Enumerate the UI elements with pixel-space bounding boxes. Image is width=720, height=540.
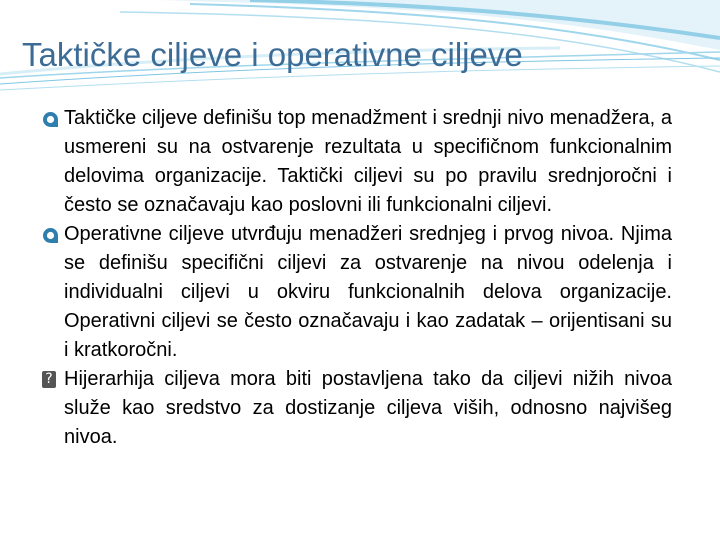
bullet-text: Taktičke ciljeve definišu top menadžment i srednji nivo menadžera, a usmereni su na ostvarenje rezultata u specifičnom funkcionalnim delovima organizacije. Taktički ciljevi su po pravilu srednjoročni i često se označavaju kao poslovni ili funkcionalni ciljevi. <box>64 107 672 216</box>
q-bullet-icon <box>42 220 60 249</box>
missing-glyph-char: ? <box>42 371 56 388</box>
bullet-text: Hijerarhija ciljeva mora biti postavljena tako da ciljevi nižih nivoa služe kao sredstvo za dostizanje ciljeva viših, odnosno najvišeg nivoa. <box>64 368 672 448</box>
q-bullet-icon <box>42 104 60 133</box>
missing-glyph-icon <box>42 365 60 394</box>
bullet-item-tactical-goals <box>40 104 672 220</box>
bullet-item-goal-hierarchy <box>40 365 672 452</box>
bullet-list <box>40 104 672 452</box>
bullet-item-operative-goals <box>40 220 672 365</box>
slide-title: Taktičke ciljeve i operativne ciljeve <box>22 36 523 73</box>
bullet-text: Operativne ciljeve utvrđuju menadžeri srednjeg i prvog nivoa. Njima se definišu specifični ciljevi za ostvarenje na nivou odelenja i individualni ciljevi u okviru funkcionalnih delova organizacije. Operativni ciljevi se često označavaju i kao zadatak – orijentisani su i kratkoročni. <box>64 223 672 361</box>
